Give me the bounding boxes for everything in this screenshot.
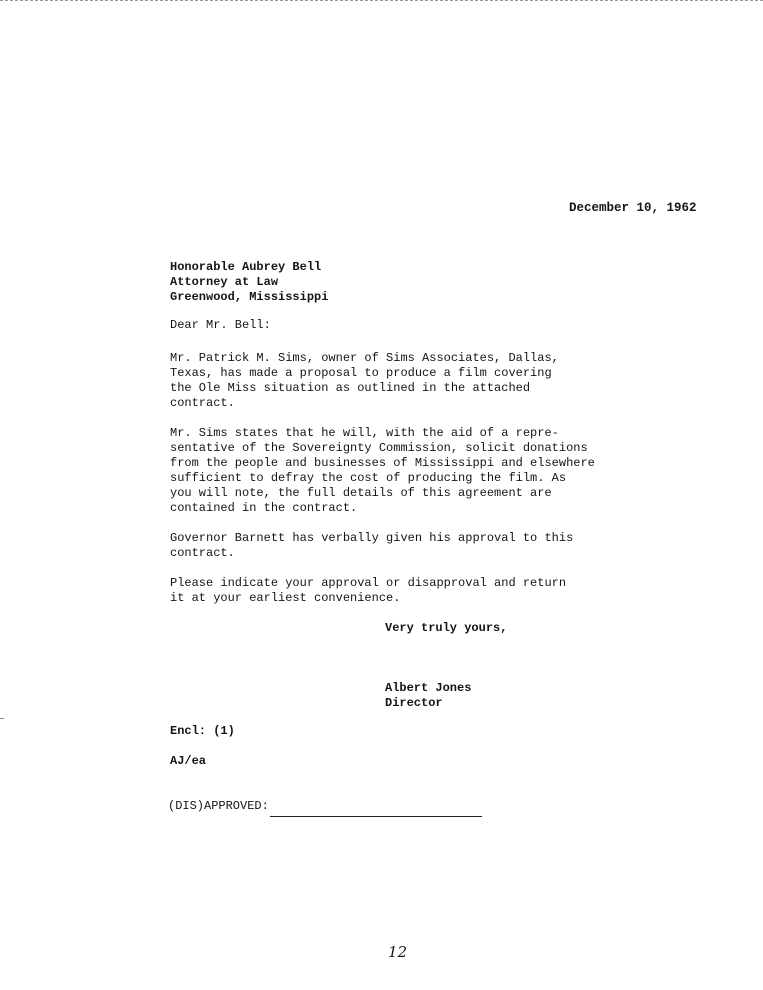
paragraph-line: contained in the contract. bbox=[170, 501, 358, 515]
signature-block bbox=[385, 681, 471, 711]
approval-label: (DIS)APPROVED: bbox=[168, 799, 269, 813]
paragraph-donations bbox=[170, 426, 595, 516]
paragraph-line: sentative of the Sovereignty Commission, solicit donations bbox=[170, 441, 588, 455]
paragraph-line: Mr. Patrick M. Sims, owner of Sims Associates, Dallas, bbox=[170, 351, 559, 365]
paragraph-governor bbox=[170, 531, 573, 561]
paragraph-line: Texas, has made a proposal to produce a film covering bbox=[170, 366, 552, 380]
top-edge-line bbox=[0, 0, 763, 1]
paragraph-proposal bbox=[170, 351, 559, 411]
paragraph-line: it at your earliest convenience. bbox=[170, 591, 401, 605]
paragraph-line: Mr. Sims states that he will, with the aid of a repre- bbox=[170, 426, 559, 440]
letter-date: December 10, 1962 bbox=[569, 201, 697, 215]
recipient-title: Attorney at Law bbox=[170, 275, 279, 289]
paragraph-line: from the people and businesses of Mississippi and elsewhere bbox=[170, 456, 595, 470]
margin-mark bbox=[0, 718, 4, 719]
closing: Very truly yours, bbox=[385, 621, 508, 635]
paragraph-line: the Ole Miss situation as outlined in the attached bbox=[170, 381, 531, 395]
paragraph-line: contract. bbox=[170, 546, 235, 560]
paragraph-line: sufficient to defray the cost of producing the film. As bbox=[170, 471, 567, 485]
paragraph-line: Governor Barnett has verbally given his approval to this bbox=[170, 531, 574, 545]
paragraph-line: contract. bbox=[170, 396, 235, 410]
paragraph-line: Please indicate your approval or disapproval and return bbox=[170, 576, 567, 590]
recipient-location: Greenwood, Mississippi bbox=[170, 290, 329, 304]
paragraph-line: you will note, the full details of this agreement are bbox=[170, 486, 552, 500]
recipient-name: Honorable Aubrey Bell bbox=[170, 260, 322, 274]
enclosure-note: Encl: (1) bbox=[170, 724, 235, 738]
paragraph-request bbox=[170, 576, 566, 606]
approval-signature-line bbox=[270, 816, 482, 817]
recipient-address bbox=[170, 260, 328, 305]
salutation: Dear Mr. Bell: bbox=[170, 318, 271, 332]
signer-name: Albert Jones bbox=[385, 681, 472, 695]
typist-initials: AJ/ea bbox=[170, 754, 207, 768]
page-number: 12 bbox=[388, 943, 408, 961]
signer-title: Director bbox=[385, 696, 443, 710]
